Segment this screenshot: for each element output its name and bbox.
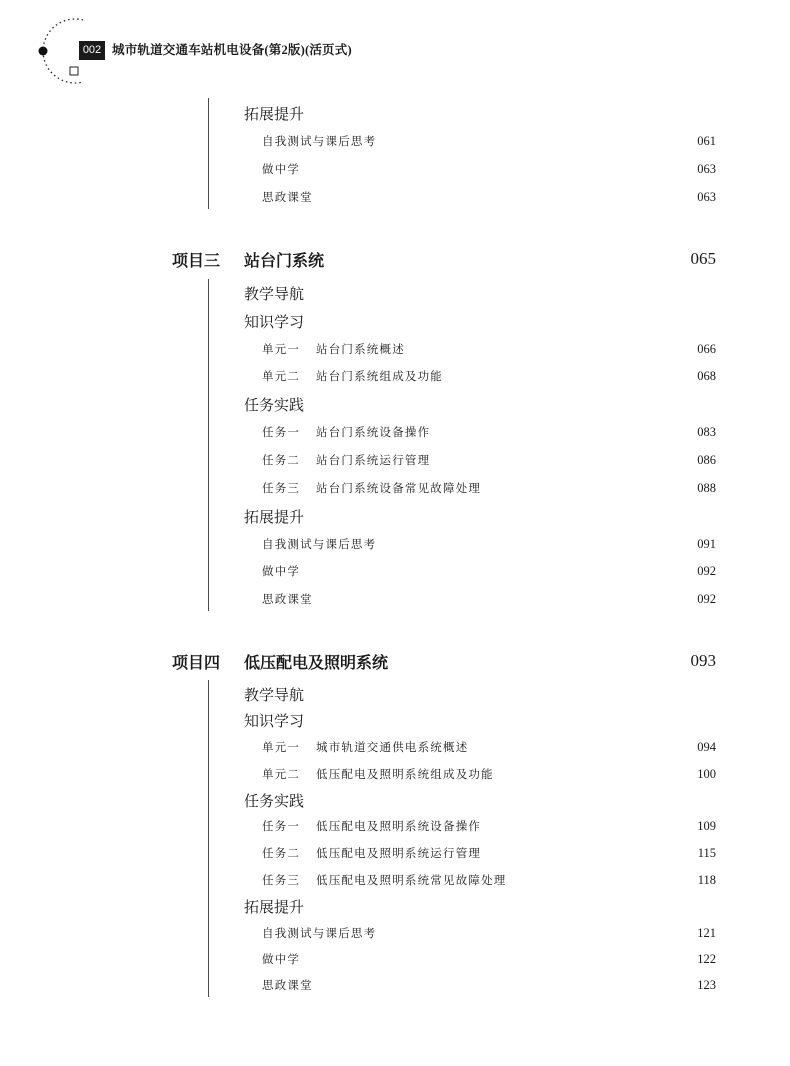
toc-entry[interactable]: 自我测试与课后思考 bbox=[262, 134, 377, 148]
toc-rule bbox=[208, 279, 209, 611]
toc-page-number: 092 bbox=[697, 564, 716, 578]
book-title: 城市轨道交通车站机电设备(第2版)(活页式) bbox=[112, 43, 352, 57]
section-heading: 拓展提升 bbox=[244, 105, 305, 123]
toc-page-number: 100 bbox=[697, 767, 716, 781]
toc-page-number: 063 bbox=[697, 162, 716, 176]
toc-entry[interactable]: 思政课堂 bbox=[262, 978, 313, 992]
toc-rule bbox=[208, 680, 209, 997]
toc-page-number: 109 bbox=[697, 819, 716, 833]
toc-entry[interactable]: 任务三 低压配电及照明系统常见故障处理 bbox=[262, 873, 507, 887]
project-title: 低压配电及照明系统 bbox=[244, 653, 389, 672]
section-heading: 任务实践 bbox=[244, 792, 305, 810]
toc-entry[interactable]: 任务二 站台门系统运行管理 bbox=[262, 453, 431, 467]
toc-entry[interactable]: 任务二 低压配电及照明系统运行管理 bbox=[262, 846, 482, 860]
project-heading[interactable] bbox=[172, 650, 388, 673]
toc-page-number: 121 bbox=[697, 926, 716, 940]
toc-page-number: 092 bbox=[697, 592, 716, 606]
section-heading[interactable]: 教学导航 bbox=[244, 686, 305, 704]
toc-entry[interactable]: 单元一 城市轨道交通供电系统概述 bbox=[262, 740, 469, 754]
section-heading: 拓展提升 bbox=[244, 898, 305, 916]
toc-page-number: 066 bbox=[697, 342, 716, 356]
project-page-number: 065 bbox=[690, 249, 716, 268]
toc-entry[interactable]: 任务一 低压配电及照明系统设备操作 bbox=[262, 819, 482, 833]
toc-entry[interactable]: 任务一 站台门系统设备操作 bbox=[262, 425, 431, 439]
page-header bbox=[0, 0, 790, 95]
toc-page-number: 061 bbox=[697, 134, 716, 148]
toc-rule bbox=[208, 98, 209, 209]
toc-entry[interactable]: 自我测试与课后思考 bbox=[262, 926, 377, 940]
toc-page-number: 094 bbox=[697, 740, 716, 754]
section-heading: 任务实践 bbox=[244, 396, 305, 414]
toc-entry[interactable]: 自我测试与课后思考 bbox=[262, 537, 377, 551]
toc-entry[interactable]: 做中学 bbox=[262, 952, 301, 966]
project-number: 项目三 bbox=[172, 251, 221, 270]
project-number: 项目四 bbox=[172, 653, 221, 672]
toc-entry[interactable]: 做中学 bbox=[262, 162, 301, 176]
toc-page-number: 088 bbox=[697, 481, 716, 495]
toc-page-number: 086 bbox=[697, 453, 716, 467]
toc-entry[interactable]: 做中学 bbox=[262, 564, 301, 578]
section-heading[interactable]: 教学导航 bbox=[244, 285, 305, 303]
project-page-number: 093 bbox=[690, 651, 716, 670]
section-heading: 拓展提升 bbox=[244, 508, 305, 526]
page-number-badge: 002 bbox=[79, 41, 105, 60]
toc-page-number: 083 bbox=[697, 425, 716, 439]
toc-page-number: 091 bbox=[697, 537, 716, 551]
toc-entry[interactable]: 思政课堂 bbox=[262, 592, 313, 606]
toc-entry[interactable]: 任务三 站台门系统设备常见故障处理 bbox=[262, 481, 482, 495]
section-heading: 知识学习 bbox=[244, 313, 305, 331]
toc-entry[interactable]: 单元二 低压配电及照明系统组成及功能 bbox=[262, 767, 494, 781]
project-heading[interactable] bbox=[172, 248, 324, 271]
toc-entry[interactable]: 单元二 站台门系统组成及功能 bbox=[262, 369, 443, 383]
toc-page-number: 063 bbox=[697, 190, 716, 204]
toc-entry[interactable]: 思政课堂 bbox=[262, 190, 313, 204]
toc-page-number: 115 bbox=[697, 846, 716, 860]
toc-page-number: 122 bbox=[697, 952, 716, 966]
toc-page-number: 118 bbox=[697, 873, 716, 887]
toc-page-number: 123 bbox=[697, 978, 716, 992]
project-title: 站台门系统 bbox=[244, 251, 325, 270]
toc-page-number: 068 bbox=[697, 369, 716, 383]
toc-entry[interactable]: 单元一 站台门系统概述 bbox=[262, 342, 405, 356]
section-heading: 知识学习 bbox=[244, 712, 305, 730]
